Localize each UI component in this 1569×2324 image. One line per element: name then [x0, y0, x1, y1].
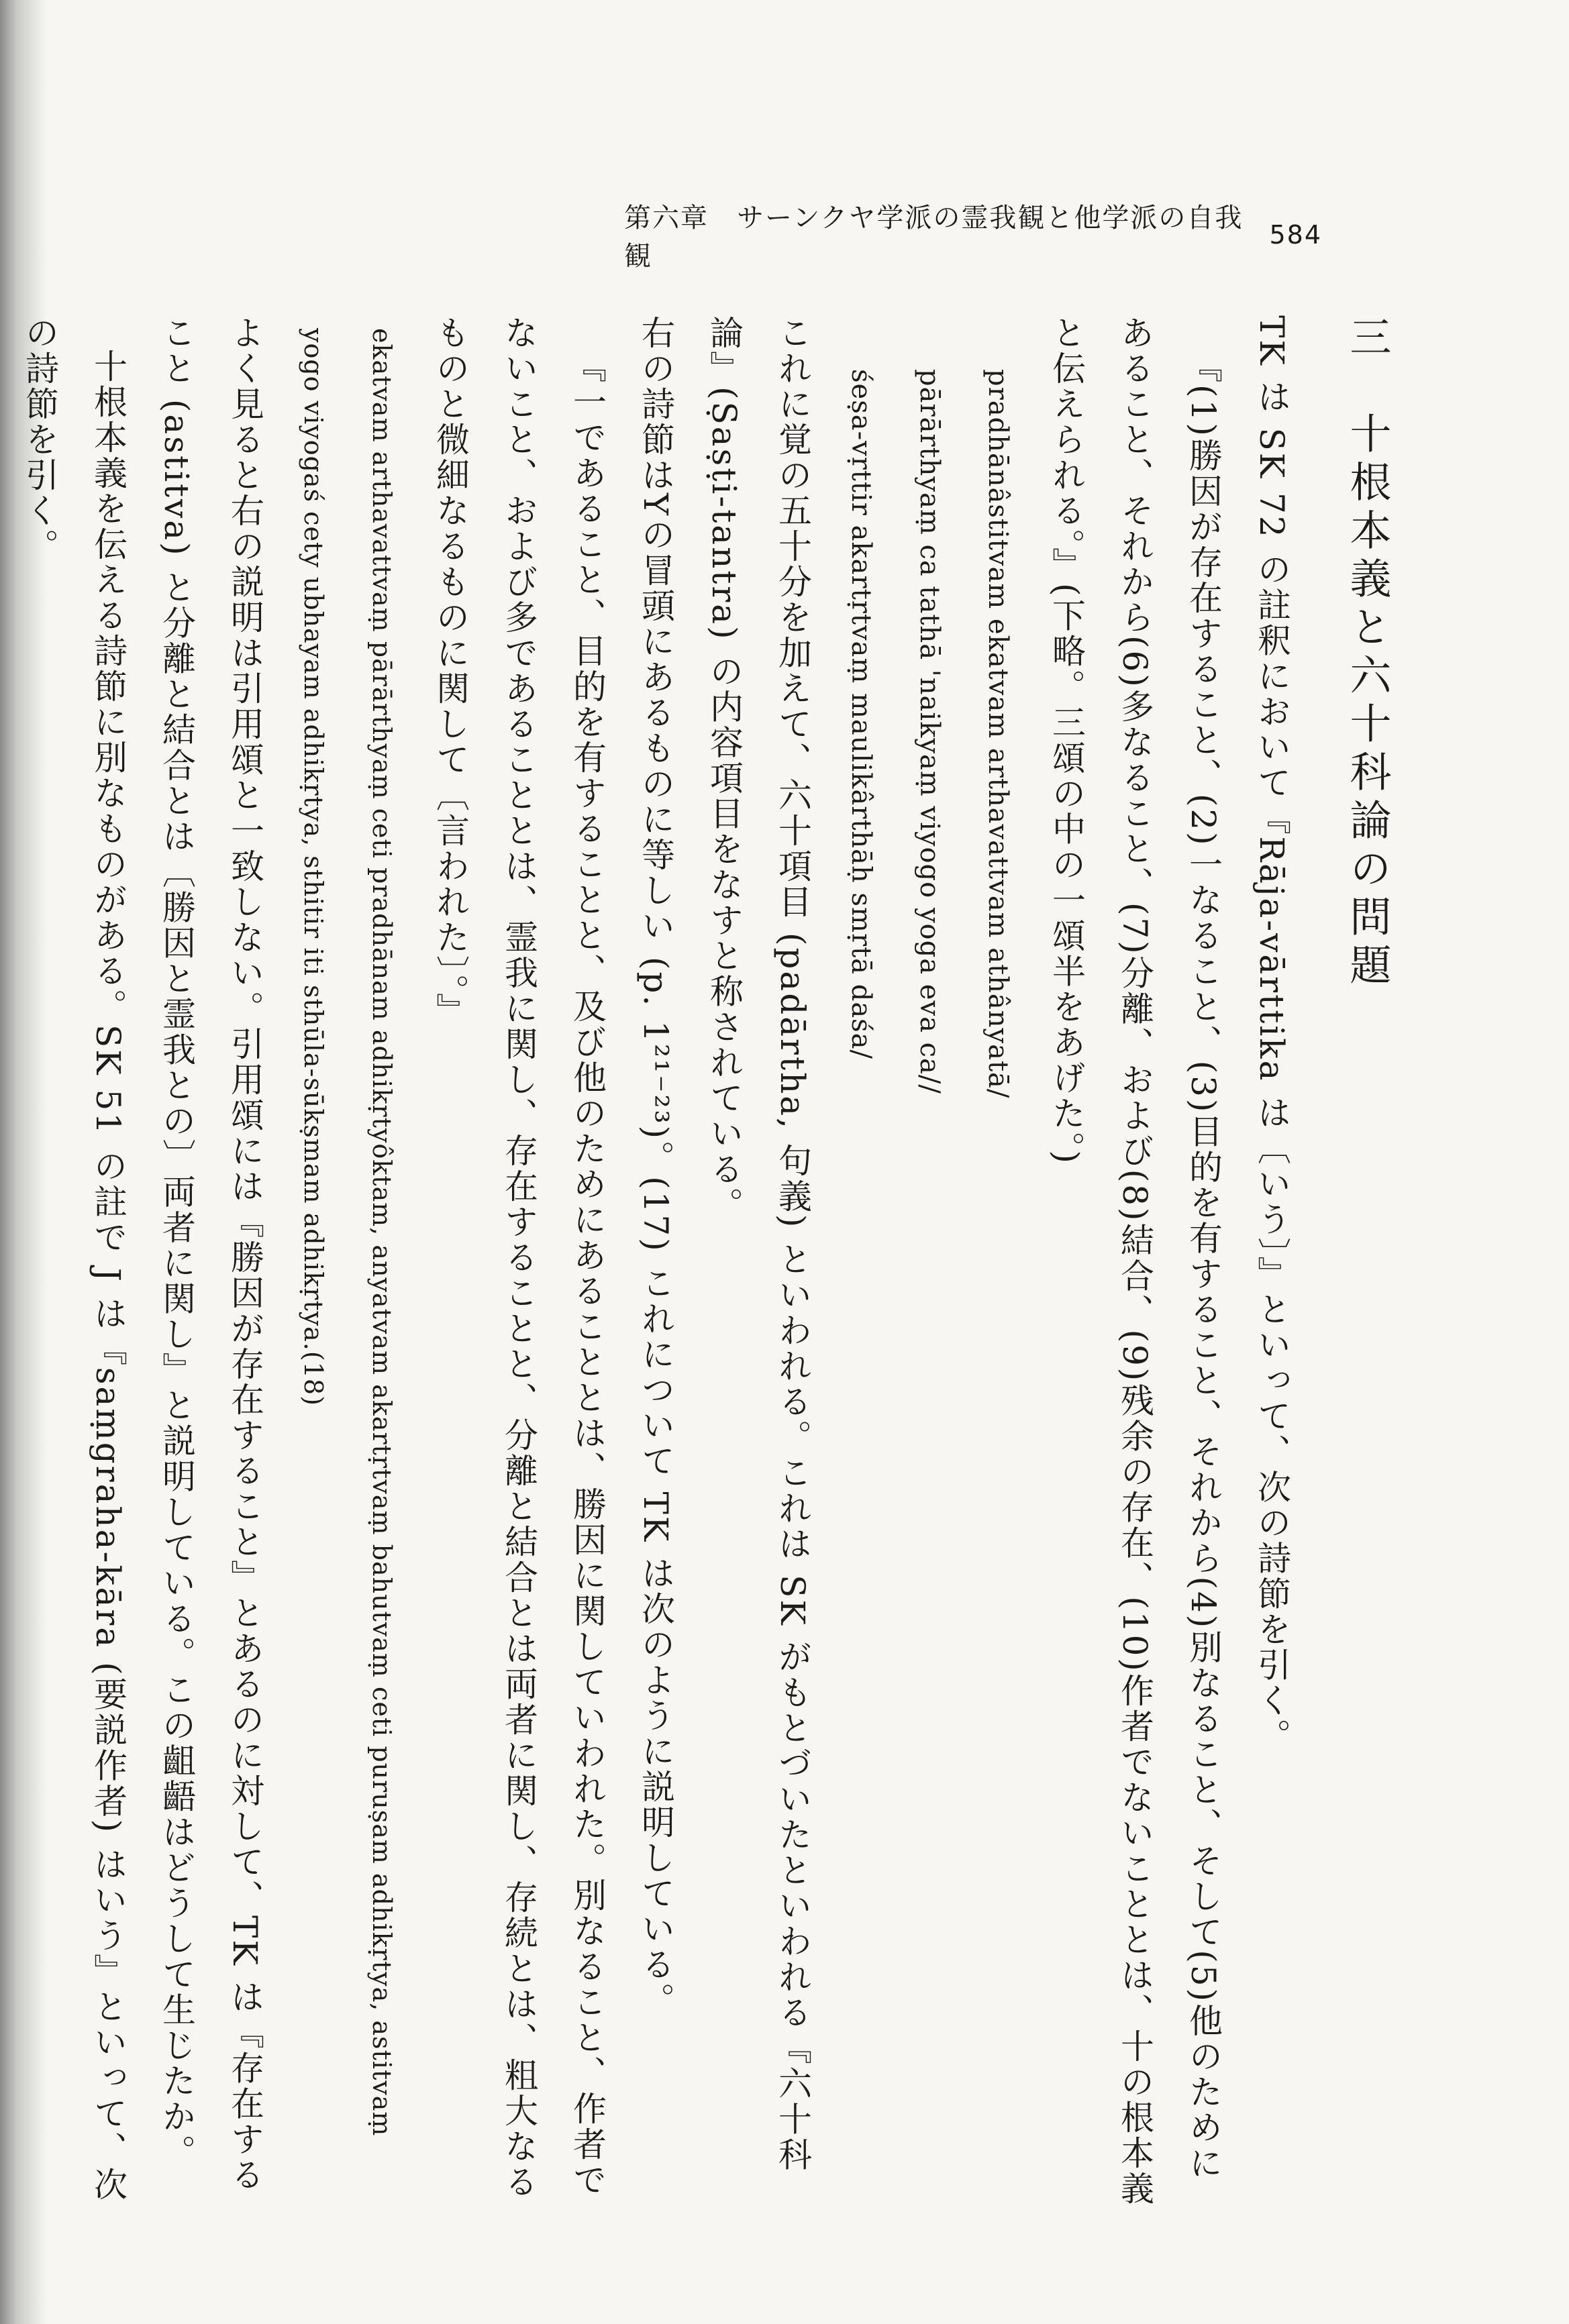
sanskrit-verse-line-1: pradhānâstitvam ekatvam arthavattvam athânyatā/ [982, 369, 1013, 1099]
section-title: 三 十根本義と六十科論の問題 [1343, 315, 1392, 992]
paragraph-2: これに覚の五十分を加えて、六十項目 (padārtha, 句義) といわれる。これは SK がもとづいたといわれる『六十科論』(Ṣaṣṭi-tantra) の内容項目をなすと称されている。 [705, 315, 812, 2173]
page-number: 584 [1269, 220, 1322, 250]
sanskrit-verse-line-3: śeṣa-vṛttir akartṛtvaṃ maulikârthāḥ smṛtā daśa/ [846, 369, 876, 1060]
quoted-verse-translation: 『(1)勝因が存在すること、(2)一なること、(3)目的を有すること、それから(4)別なること、そして(5)他のためにあること、それから(6)多なること、(7)分離、および(8)結合、(9)残余の存在、(10)作者でないこととは、十の根本義と伝えられる。』(下略。三頌の中の一頌半をあげた。) [1047, 315, 1223, 2207]
vertical-text-body [20, 315, 1401, 2207]
tk-explanation-quote: 『一であること、目的を有することと、及び他のためにあることとは、勝因に関していわれた。別なること、作者でないこと、および多であることとは、霊我に関し、存在することと、分離と結合とは両者に関し、存続とは、粗大なるものと微細なるものに関して〔言われた〕。』 [431, 315, 607, 2200]
sanskrit-transliteration: ekatvam arthavattvaṃ pārārthyaṃ ceti pradhānam adhikṛtyôktam, anyatvam akartṛtvaṃ bahutvaṃ ceti puruṣam adhikṛtya, astitvaṃ yogo viyogaś cety ubhayam adhikṛtya, sthitir iti sthūla-sūkṣmam adhikṛtya.(18) [299, 328, 397, 2137]
paragraph-3: 右の詩節はYの冒頭にあるものに等しい (p. 1²¹⁻²³)。(17) これについて TK は次のように説明している。 [636, 315, 675, 2019]
paragraph-4: よく見ると右の説明は引用頌と一致しない。引用頌には『勝因が存在すること』とあるのに対して、TK は『存在すること (astitva) と分離と結合とは〔勝因と霊我との〕両者に関し』と説明している。この齟齬はどうして生じたか。 [157, 315, 264, 2193]
paragraph-1: TK は SK 72 の註釈において『Rāja-vārttika は〔いう〕』といって、次の詩節を引く。 [1252, 315, 1291, 1754]
running-header [624, 203, 1322, 272]
sanskrit-verse-line-2: pārārthyaṃ ca tathā 'naikyaṃ viyogo yoga eva ca// [914, 369, 945, 1094]
running-head-title: 第六章 サーンクヤ学派の霊我観と他学派の自我観 [624, 203, 1244, 272]
paragraph-5: 十根本義を伝える詩節に別なものがある。SK 51 の註で J は『saṃgraha-kāra (要説作者) はいう』といって、次の詩節を引く。 [20, 315, 128, 2203]
